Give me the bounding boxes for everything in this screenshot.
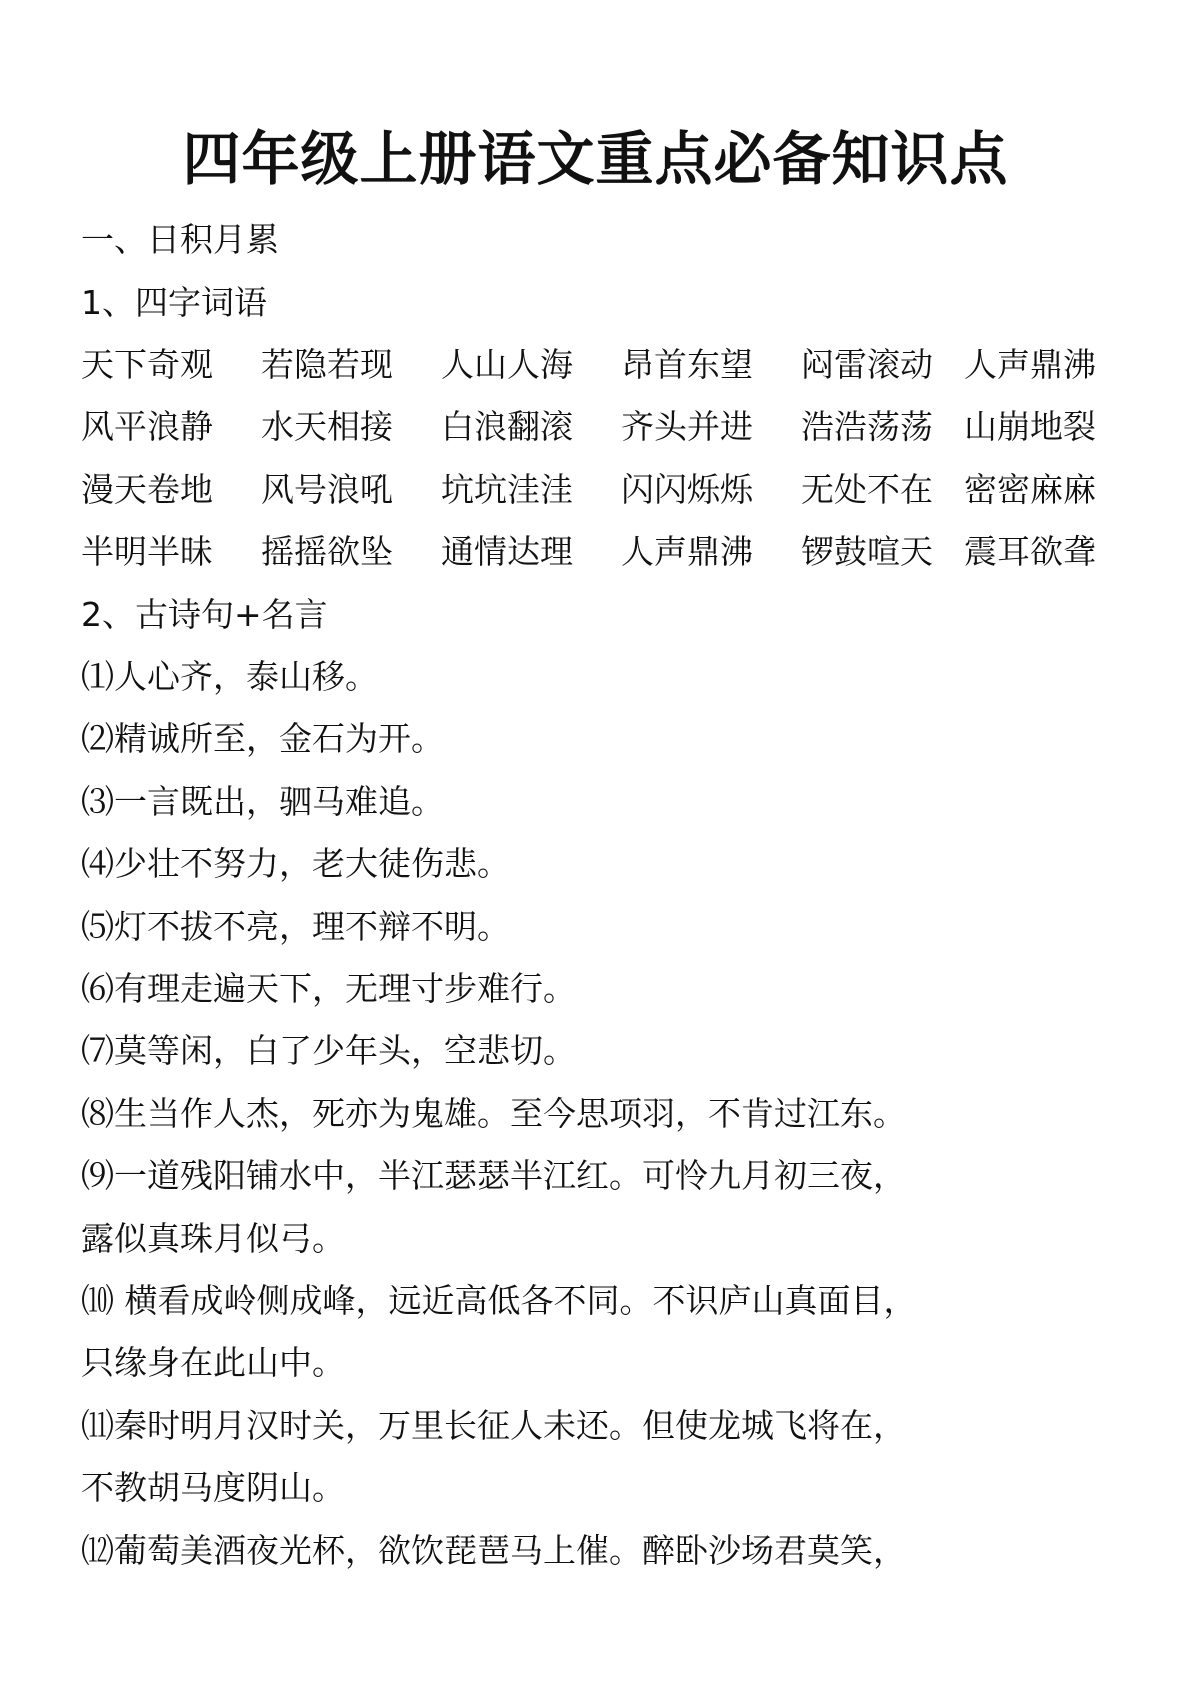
- word-item: 人声鼎沸: [964, 345, 1096, 384]
- poem-line: 只缘身在此山中。: [81, 1343, 345, 1383]
- word-item: 人声鼎沸: [621, 532, 753, 572]
- word-item: 山崩地裂: [964, 407, 1096, 447]
- word-item: 风号浪吼: [261, 469, 393, 509]
- poem-line: ⑻生当作人杰，死亦为鬼雄。至今思项羽，不肯过江东。: [81, 1093, 906, 1133]
- word-item: 浩浩荡荡: [801, 407, 933, 447]
- word-item: 若隐若现: [261, 345, 393, 384]
- subsection-heading: 2、古诗句+名言: [81, 594, 328, 634]
- word-item: 闪闪烁烁: [621, 469, 753, 509]
- poem-line: ⑵精诚所至，金石为开。: [81, 719, 444, 759]
- word-item: 无处不在: [801, 469, 933, 509]
- word-item: 锣鼓喧天: [801, 532, 933, 572]
- section-heading: 一、日积月累: [81, 220, 279, 259]
- poem-line: ⑹有理走遍天下，无理寸步难行。: [81, 969, 576, 1008]
- word-item: 水天相接: [261, 407, 393, 447]
- word-item: 漫天卷地: [81, 469, 213, 509]
- poem-line: ⑶一言既出，驷马难追。: [81, 781, 444, 821]
- word-item: 人山人海: [441, 345, 573, 384]
- poem-line: ⑿葡萄美酒夜光杯，欲饮琵琶马上催。醉卧沙场君莫笑，: [81, 1530, 906, 1570]
- poem-line: ⑴人心齐，泰山移。: [81, 657, 378, 696]
- poem-line: ⑼一道残阳铺水中，半江瑟瑟半江红。可怜九月初三夜，: [81, 1156, 906, 1196]
- word-item: 天下奇观: [81, 345, 213, 384]
- poem-line: ⑺莫等闲，白了少年头，空悲切。: [81, 1031, 576, 1071]
- poem-line: ⑽ 横看成岭侧成峰，远近高低各不同。不识庐山真面目，: [81, 1281, 917, 1320]
- word-item: 齐头并进: [621, 407, 753, 447]
- subsection-heading: 1、四字词语: [81, 283, 267, 322]
- word-item: 通情达理: [441, 532, 573, 572]
- word-item: 震耳欲聋: [964, 532, 1096, 572]
- word-item: 坑坑洼洼: [441, 469, 573, 509]
- word-item: 摇摇欲坠: [261, 532, 393, 572]
- word-item: 白浪翻滚: [441, 407, 573, 447]
- poem-line: 露似真珠月似弓。: [81, 1218, 345, 1258]
- page-title: 四年级上册语文重点必备知识点: [182, 125, 1009, 193]
- word-item: 昂首东望: [621, 345, 753, 384]
- word-item: 风平浪静: [81, 407, 213, 447]
- poem-line: ⑷少壮不努力，老大徒伤悲。: [81, 844, 510, 884]
- poem-line: ⑸灯不拔不亮，理不辩不明。: [81, 906, 510, 946]
- word-item: 半明半昧: [81, 532, 213, 572]
- word-item: 密密麻麻: [964, 469, 1096, 509]
- poem-line: ⑾秦时明月汉时关，万里长征人未还。但使龙城飞将在，: [81, 1405, 906, 1445]
- poem-line: 不教胡马度阴山。: [81, 1468, 345, 1508]
- word-item: 闷雷滚动: [801, 345, 933, 384]
